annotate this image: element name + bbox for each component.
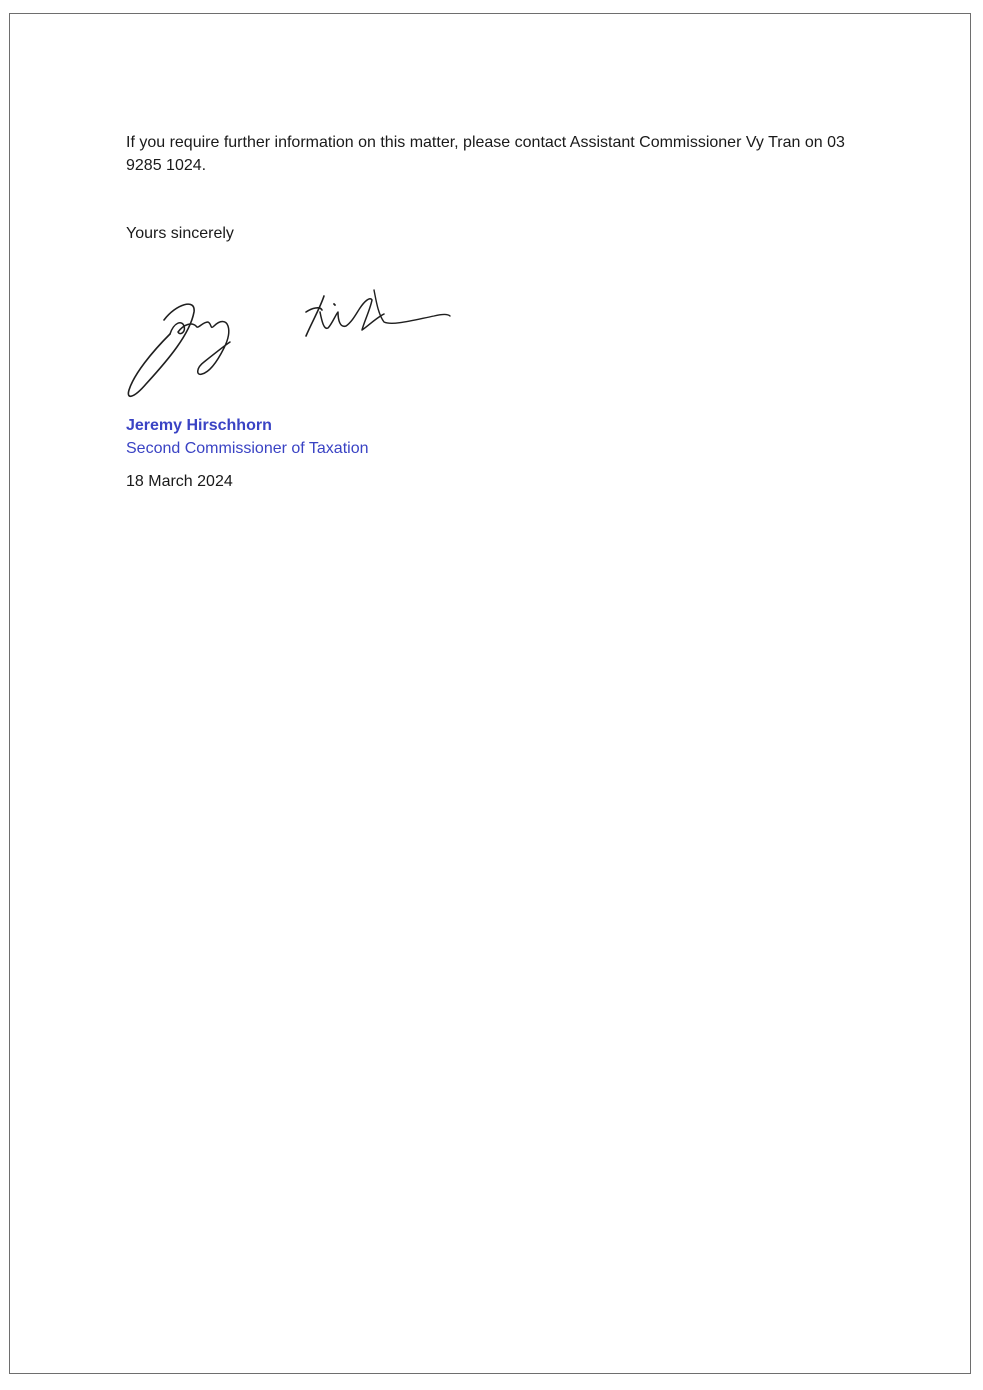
signature-stroke (128, 304, 194, 396)
handwritten-signature (124, 282, 459, 404)
signature-stroke (170, 322, 230, 375)
signatory-name: Jeremy Hirschhorn (126, 417, 272, 434)
signature-stroke (320, 299, 384, 330)
signature-stroke (334, 304, 335, 305)
document-page (9, 13, 971, 1374)
signature-stroke (374, 290, 450, 323)
closing-salutation: Yours sincerely (126, 225, 234, 242)
signatory-title: Second Commissioner of Taxation (126, 440, 369, 457)
contact-paragraph: If you require further information on this matter, please contact Assistant Commissioner Vy Tran on 03 9285 1024. (126, 134, 845, 174)
letter-date: 18 March 2024 (126, 473, 233, 490)
